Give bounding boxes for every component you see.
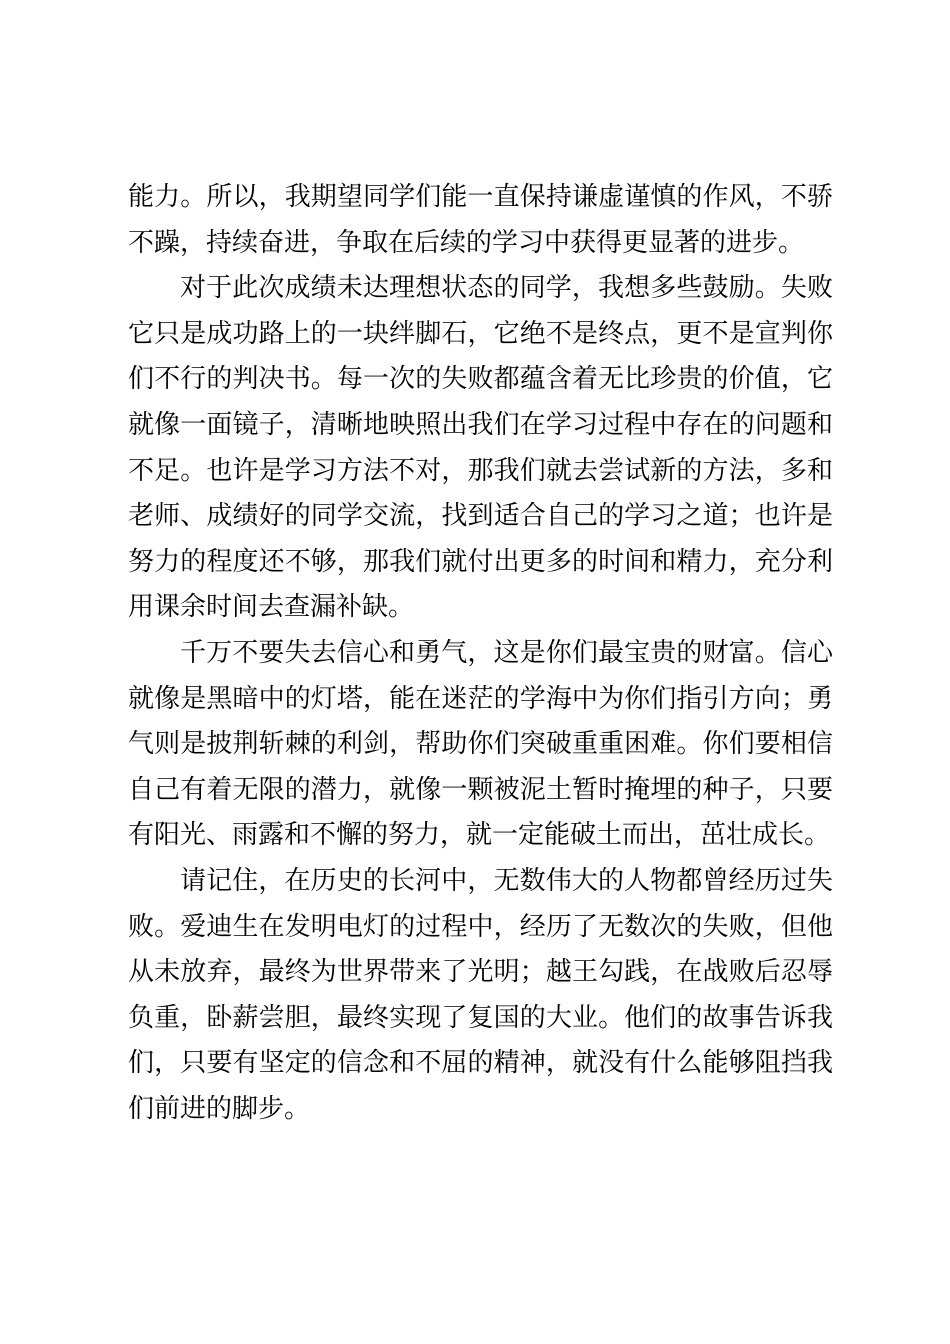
text-line: 负重，卧薪尝胆，最终实现了复国的大业。他们的故事告诉我 — [128, 1002, 833, 1033]
text-line: 们，只要有坚定的信念和不屈的精神，就没有什么能够阻挡我 — [128, 1048, 833, 1079]
text-line: 千万不要失去信心和勇气，这是你们最宝贵的财富。信心 — [180, 637, 833, 668]
text-line: 不足。也许是学习方法不对，那我们就去尝试新的方法，多和 — [128, 455, 833, 486]
paragraph-1 — [128, 175, 833, 266]
text-line: 老师、成绩好的同学交流，找到适合自己的学习之道；也许是 — [128, 501, 833, 532]
text-line: 不躁，持续奋进，争取在后续的学习中获得更显著的进步。 — [128, 227, 805, 258]
text-line: 们不行的判决书。每一次的失败都蕴含着无比珍贵的价值，它 — [128, 364, 833, 395]
text-line: 能力。所以，我期望同学们能一直保持谦虚谨慎的作风，不骄 — [128, 182, 833, 212]
text-line: 就像是黑暗中的灯塔，能在迷茫的学海中为你们指引方向；勇 — [128, 683, 833, 714]
text-line: 努力的程度还不够，那我们就付出更多的时间和精力，充分利 — [128, 546, 833, 577]
paragraph-3 — [128, 631, 833, 859]
document-body — [128, 175, 833, 1132]
paragraph-4 — [128, 859, 833, 1133]
text-line: 请记住，在历史的长河中，无数伟大的人物都曾经历过失 — [180, 865, 833, 896]
text-line: 气则是披荆斩棘的利剑，帮助你们突破重重困难。你们要相信 — [128, 729, 833, 760]
paragraph-2 — [128, 266, 833, 631]
text-line: 用课余时间去查漏补缺。 — [128, 592, 415, 623]
text-line: 们前进的脚步。 — [128, 1093, 311, 1124]
text-line: 自己有着无限的潜力，就像一颗被泥土暂时掩埋的种子，只要 — [128, 774, 833, 805]
text-line: 对于此次成绩未达理想状态的同学，我想多些鼓励。失败 — [180, 273, 833, 304]
text-line: 有阳光、雨露和不懈的努力，就一定能破土而出，茁壮成长。 — [128, 820, 831, 851]
text-line: 从未放弃，最终为世界带来了光明；越王勾践，在战败后忍辱 — [128, 957, 833, 988]
text-line: 就像一面镜子，清晰地映照出我们在学习过程中存在的问题和 — [128, 409, 833, 440]
text-line: 它只是成功路上的一块绊脚石，它绝不是终点，更不是宣判你 — [128, 318, 833, 349]
text-line: 败。爱迪生在发明电灯的过程中，经历了无数次的失败，但他 — [128, 911, 833, 942]
